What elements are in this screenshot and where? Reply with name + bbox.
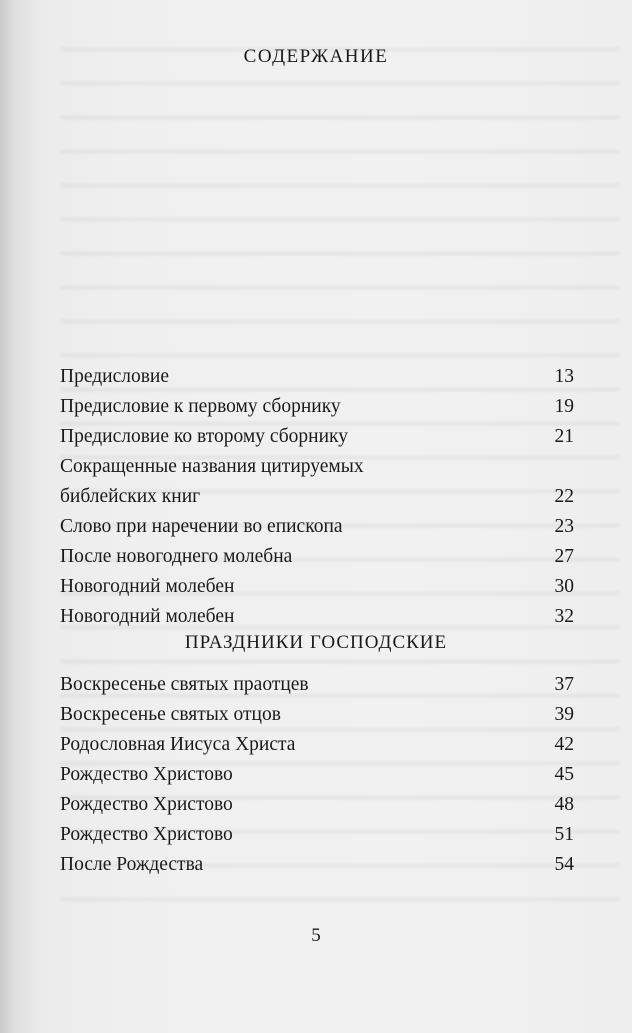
toc-entry[interactable] (60, 362, 574, 392)
toc-entry-title: Рождество Христово (60, 824, 233, 845)
toc-entry[interactable] (60, 670, 574, 700)
toc-entry-page: 39 (554, 704, 574, 725)
toc-entry-page: 27 (554, 546, 574, 567)
toc-entry[interactable] (60, 392, 574, 422)
toc-entry[interactable] (60, 452, 574, 512)
toc-entry[interactable] (60, 542, 574, 572)
toc-entry-title: Рождество Христово (60, 794, 233, 815)
page-number: 5 (311, 925, 321, 946)
toc-entry[interactable] (60, 790, 574, 820)
toc-entry-page: 54 (554, 854, 574, 875)
toc-entry-title: Предисловие (60, 366, 170, 387)
toc-entry-page: 37 (554, 674, 574, 695)
toc-section-list (60, 670, 574, 880)
toc-entry-page: 45 (554, 764, 574, 785)
toc-entry-page: 51 (554, 824, 574, 845)
toc-entry-title: Родословная Иисуса Христа (60, 734, 296, 755)
toc-entry[interactable] (60, 760, 574, 790)
toc-entry[interactable] (60, 422, 574, 452)
toc-entry-title: Воскресенье святых отцов (60, 704, 281, 725)
toc-entry-page: 21 (554, 426, 574, 447)
toc-entry-title: Рождество Христово (60, 764, 233, 785)
toc-entry-title: Воскресенье святых праотцев (60, 674, 309, 695)
toc-entry-title: После Рождества (60, 854, 204, 875)
toc-entry-title: Новогодний молебен (60, 606, 235, 627)
toc-entry-page: 48 (554, 794, 574, 815)
toc-entry-title: Сокращенные названия цитируемых библейских книг (60, 456, 364, 507)
toc-entry[interactable] (60, 700, 574, 730)
toc-entry-title: Предисловие к первому сборнику (60, 396, 341, 417)
toc-entry-title: После новогоднего молебна (60, 546, 293, 567)
toc-main-list (60, 362, 574, 632)
toc-entry-title: Слово при наречении во епископа (60, 516, 343, 537)
toc-entry-page: 23 (554, 516, 574, 537)
toc-entry-page: 42 (554, 734, 574, 755)
page-title: СОДЕРЖАНИЕ (243, 46, 389, 67)
toc-entry[interactable] (60, 512, 574, 542)
toc-entry-page: 32 (554, 606, 574, 627)
toc-entry-page: 13 (554, 366, 574, 387)
toc-entry[interactable] (60, 602, 574, 632)
section-title: ПРАЗДНИКИ ГОСПОДСКИЕ (184, 632, 448, 653)
toc-entry[interactable] (60, 820, 574, 850)
toc-entry[interactable] (60, 850, 574, 880)
toc-entry-page: 22 (554, 486, 574, 507)
toc-entry-page: 19 (554, 396, 574, 417)
toc-entry-title: Новогодний молебен (60, 576, 235, 597)
toc-entry-page: 30 (554, 576, 574, 597)
toc-entry-title: Предисловие ко второму сборнику (60, 426, 348, 447)
toc-entry[interactable] (60, 572, 574, 602)
toc-entry[interactable] (60, 730, 574, 760)
